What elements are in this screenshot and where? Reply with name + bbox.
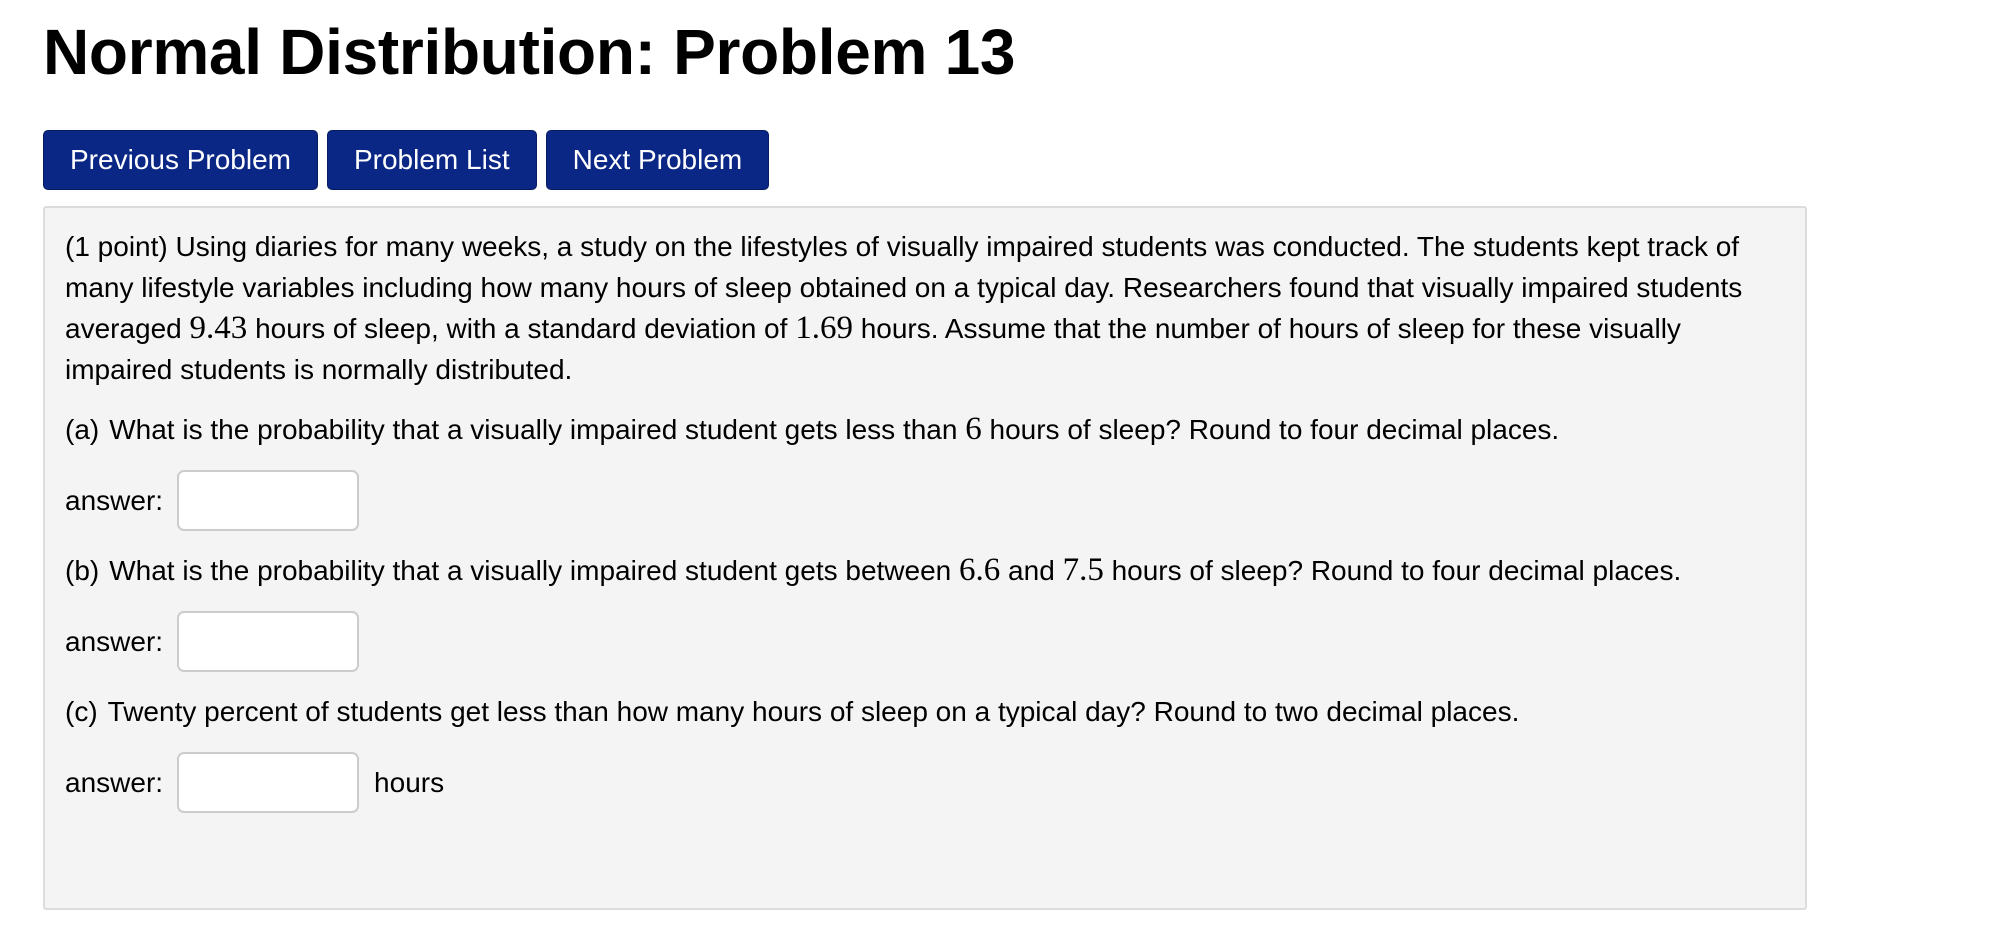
question-a-value: 6 [965, 411, 982, 447]
previous-problem-button[interactable]: Previous Problem [43, 130, 318, 190]
answer-input-a[interactable] [177, 470, 359, 531]
answer-row-b [65, 610, 1785, 672]
question-b-letter: (b) [65, 555, 100, 586]
question-c-text: Twenty percent of students get less than how many hours of sleep on a typical day? Round to two decimal places. [107, 696, 1520, 727]
question-b [65, 550, 1785, 591]
answer-unit-c: hours [374, 766, 445, 798]
question-b-text-2: and [1000, 555, 1063, 586]
answer-input-b[interactable] [177, 611, 359, 672]
question-a-letter: (a) [65, 414, 100, 445]
mean-value: 9.43 [189, 310, 248, 346]
question-b-text-3: hours of sleep? Round to four decimal places. [1103, 555, 1682, 586]
question-a-text-2: hours of sleep? Round to four decimal places. [981, 414, 1560, 445]
problem-navigation [43, 130, 769, 190]
page-title: Normal Distribution: Problem 13 [43, 16, 1016, 88]
problem-box [43, 206, 1807, 910]
answer-row-c [65, 751, 1785, 813]
problem-list-button[interactable]: Problem List [327, 130, 537, 190]
question-c [65, 691, 1785, 732]
question-a [65, 409, 1785, 450]
next-problem-button[interactable]: Next Problem [546, 130, 770, 190]
question-a-text-1: What is the probability that a visually impaired student gets less than [109, 414, 966, 445]
answer-label-c: answer: [65, 766, 164, 798]
answer-label-a: answer: [65, 484, 164, 516]
answer-input-c[interactable] [177, 752, 359, 813]
answer-row-a [65, 469, 1785, 531]
problem-intro [65, 226, 1785, 390]
question-c-letter: (c) [65, 696, 98, 727]
sd-value: 1.69 [795, 310, 853, 346]
intro-text-2: hours of sleep, with a standard deviation of [247, 313, 796, 344]
question-b-value-1: 6.6 [959, 552, 1001, 588]
question-b-text-1: What is the probability that a visually impaired student gets between [109, 555, 960, 586]
intro-text-3: hours. Assume that the number of hours of sleep for these visually impaired students is normally distributed. [65, 313, 1681, 385]
question-b-value-2: 7.5 [1062, 552, 1104, 588]
answer-label-b: answer: [65, 625, 164, 657]
intro-text-1: (1 point) Using diaries for many weeks, a study on the lifestyles of visually impaired students was conducted. The students kept track of many lifestyle variables including how many hours of sleep obtained on a typical day. Researchers found that visually impaired students averaged [65, 231, 1743, 344]
